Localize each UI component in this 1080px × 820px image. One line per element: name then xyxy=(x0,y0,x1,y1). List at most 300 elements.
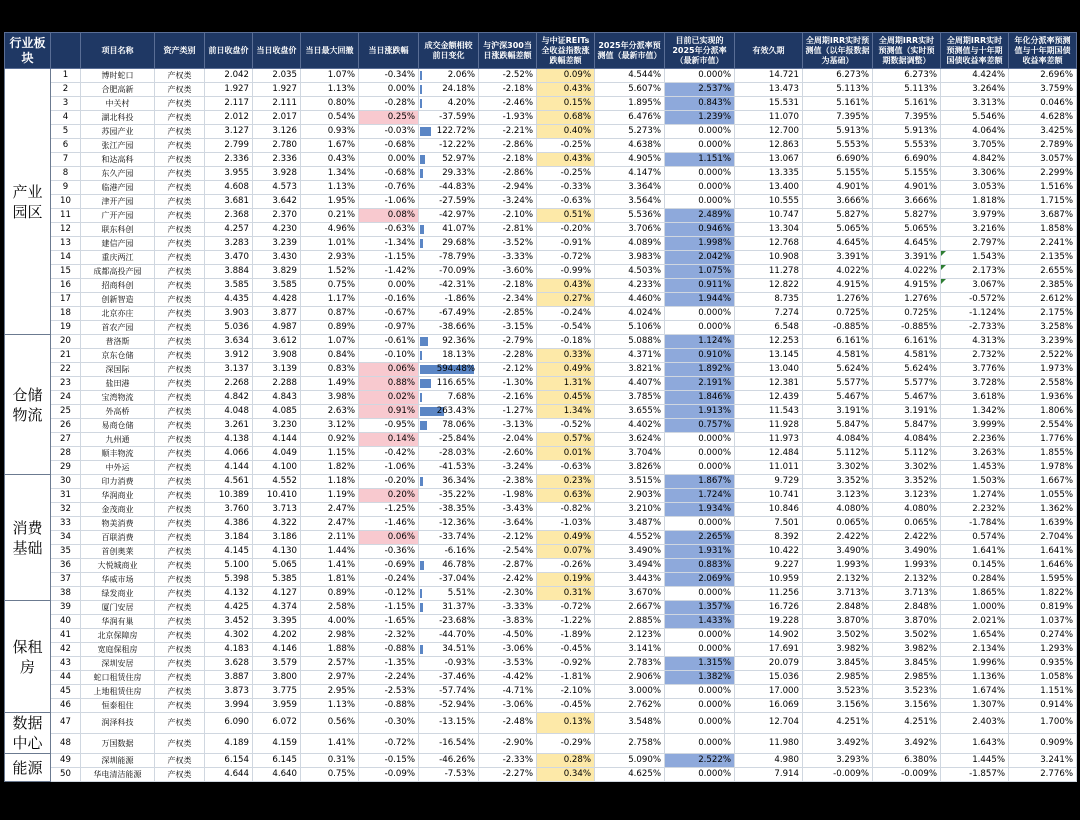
turnover-value: -37.46% xyxy=(439,672,475,682)
cell-irr-spread: 3.264% xyxy=(941,83,1009,97)
cell-dist-forecast: 4.503% xyxy=(595,265,665,279)
cell-name: 东久产园 xyxy=(81,167,155,181)
cell-irr-annual: 6.690% xyxy=(803,153,873,167)
cell-dist-spread: 3.759% xyxy=(1009,83,1077,97)
cell-name: 恒泰租住 xyxy=(81,699,155,713)
cell-dist-forecast: 3.494% xyxy=(595,559,665,573)
cell-change: 0.00% xyxy=(359,83,419,97)
cell-dist-spread: 2.655% xyxy=(1009,265,1077,279)
cell-asset-type: 产权类 xyxy=(155,405,205,419)
cell-vs-hs300: -3.06% xyxy=(479,699,537,713)
cell-dist-realized: 1.998% xyxy=(665,237,735,251)
cell-change: 0.02% xyxy=(359,391,419,405)
cell-dist-forecast: 3.706% xyxy=(595,223,665,237)
cell-max-drawdown: 0.80% xyxy=(301,97,359,111)
cell-vs-reits-index: 0.07% xyxy=(537,545,595,559)
cell-irr-realtime: 3.870% xyxy=(873,615,941,629)
cell-dist-realized: 0.000% xyxy=(665,69,735,83)
cell-index: 3 xyxy=(51,97,81,111)
cell-asset-type: 产权类 xyxy=(155,223,205,237)
cell-change: -0.24% xyxy=(359,573,419,587)
cell-vs-reits-index: -0.45% xyxy=(537,643,595,657)
cell-index: 39 xyxy=(51,601,81,615)
cell-dist-forecast: 3.821% xyxy=(595,363,665,377)
table-row xyxy=(5,699,1077,713)
cell-vs-hs300: -2.12% xyxy=(479,363,537,377)
cell-index: 49 xyxy=(51,754,81,768)
cell-name: 首农产园 xyxy=(81,321,155,335)
cell-dist-spread: 1.936% xyxy=(1009,391,1077,405)
turnover-value: 78.06% xyxy=(442,420,475,430)
cell-change: 0.91% xyxy=(359,405,419,419)
cell-index: 12 xyxy=(51,223,81,237)
turnover-value: 29.33% xyxy=(442,168,475,178)
cell-turnover-change xyxy=(419,601,479,615)
cell-duration: 13.304 xyxy=(735,223,803,237)
turnover-value: -6.16% xyxy=(444,546,475,556)
cell-asset-type: 产权类 xyxy=(155,111,205,125)
cell-irr-realtime: 4.901% xyxy=(873,181,941,195)
cell-dist-forecast: 4.460% xyxy=(595,293,665,307)
table-row xyxy=(5,754,1077,768)
cell-dist-spread: 1.700% xyxy=(1009,713,1077,734)
cell-prev-close: 3.261 xyxy=(205,419,253,433)
cell-close: 1.927 xyxy=(253,83,301,97)
cell-turnover-change xyxy=(419,461,479,475)
turnover-value: 122.72% xyxy=(436,126,475,136)
cell-change: -1.06% xyxy=(359,195,419,209)
cell-change: -0.68% xyxy=(359,139,419,153)
table-row xyxy=(5,167,1077,181)
cell-close: 4.322 xyxy=(253,517,301,531)
cell-duration: 11.980 xyxy=(735,733,803,754)
cell-irr-realtime: 4.915% xyxy=(873,279,941,293)
cell-change: 0.06% xyxy=(359,363,419,377)
cell-dist-realized: 0.000% xyxy=(665,587,735,601)
cell-change: -0.34% xyxy=(359,69,419,83)
cell-dist-forecast: 3.785% xyxy=(595,391,665,405)
cell-irr-spread: 1.274% xyxy=(941,489,1009,503)
cell-irr-realtime: 3.391% xyxy=(873,251,941,265)
cell-irr-annual: 4.251% xyxy=(803,713,873,734)
cell-dist-spread: 3.687% xyxy=(1009,209,1077,223)
cell-vs-hs300: -2.52% xyxy=(479,69,537,83)
cell-turnover-change xyxy=(419,111,479,125)
cell-name: 顺丰物流 xyxy=(81,447,155,461)
cell-asset-type: 产权类 xyxy=(155,279,205,293)
cell-change: 0.25% xyxy=(359,111,419,125)
turnover-value: -37.59% xyxy=(439,112,475,122)
cell-irr-realtime: 1.993% xyxy=(873,559,941,573)
cell-vs-hs300: -2.18% xyxy=(479,83,537,97)
cell-irr-annual: 4.581% xyxy=(803,349,873,363)
turnover-value: -70.09% xyxy=(439,266,475,276)
cell-prev-close: 4.132 xyxy=(205,587,253,601)
cell-close: 3.928 xyxy=(253,167,301,181)
cell-asset-type: 产权类 xyxy=(155,489,205,503)
cell-asset-type: 产权类 xyxy=(155,559,205,573)
table-row xyxy=(5,503,1077,517)
cell-close: 4.100 xyxy=(253,461,301,475)
cell-prev-close: 3.283 xyxy=(205,237,253,251)
table-row xyxy=(5,279,1077,293)
cell-dist-forecast: 5.607% xyxy=(595,83,665,97)
cell-dist-realized: 2.522% xyxy=(665,754,735,768)
cell-irr-spread: 0.145% xyxy=(941,559,1009,573)
cell-name: 创新智造 xyxy=(81,293,155,307)
cell-vs-reits-index: 0.43% xyxy=(537,279,595,293)
cell-index: 14 xyxy=(51,251,81,265)
cell-irr-annual: 3.523% xyxy=(803,685,873,699)
cell-close: 3.642 xyxy=(253,195,301,209)
table-row xyxy=(5,391,1077,405)
cell-dist-realized: 2.537% xyxy=(665,83,735,97)
cell-asset-type: 产权类 xyxy=(155,139,205,153)
turnover-bar xyxy=(420,589,422,598)
cell-irr-spread: 1.342% xyxy=(941,405,1009,419)
cell-irr-annual: 5.161% xyxy=(803,97,873,111)
turnover-value: -46.26% xyxy=(439,755,475,765)
cell-asset-type: 产权类 xyxy=(155,251,205,265)
cell-name: 临港产园 xyxy=(81,181,155,195)
cell-prev-close: 3.903 xyxy=(205,307,253,321)
cell-vs-reits-index: 0.19% xyxy=(537,573,595,587)
cell-turnover-change xyxy=(419,335,479,349)
cell-dist-forecast: 3.655% xyxy=(595,405,665,419)
cell-max-drawdown: 1.67% xyxy=(301,139,359,153)
cell-name: 华润商业 xyxy=(81,489,155,503)
cell-index: 8 xyxy=(51,167,81,181)
cell-duration: 8.392 xyxy=(735,531,803,545)
cell-vs-reits-index: -0.18% xyxy=(537,335,595,349)
cell-dist-spread: 1.806% xyxy=(1009,405,1077,419)
cell-prev-close: 4.138 xyxy=(205,433,253,447)
turnover-value: -28.03% xyxy=(439,448,475,458)
cell-irr-realtime: 6.380% xyxy=(873,754,941,768)
cell-irr-spread: 5.546% xyxy=(941,111,1009,125)
cell-irr-annual: 3.490% xyxy=(803,545,873,559)
table-row xyxy=(5,251,1077,265)
cell-close: 3.585 xyxy=(253,279,301,293)
cell-change: 0.88% xyxy=(359,377,419,391)
cell-index: 20 xyxy=(51,335,81,349)
cell-asset-type: 产权类 xyxy=(155,573,205,587)
cell-close: 6.072 xyxy=(253,713,301,734)
header-prev-close: 前日收盘价 xyxy=(205,33,253,69)
cell-irr-annual: 3.982% xyxy=(803,643,873,657)
cell-vs-hs300: -2.54% xyxy=(479,545,537,559)
cell-dist-realized: 1.075% xyxy=(665,265,735,279)
cell-vs-reits-index: -0.45% xyxy=(537,699,595,713)
cell-dist-spread: 1.646% xyxy=(1009,559,1077,573)
cell-index: 11 xyxy=(51,209,81,223)
cell-vs-hs300: -1.93% xyxy=(479,111,537,125)
cell-prev-close: 3.681 xyxy=(205,195,253,209)
cell-irr-spread: -2.733% xyxy=(941,321,1009,335)
cell-vs-hs300: -3.13% xyxy=(479,419,537,433)
cell-duration: 11.070 xyxy=(735,111,803,125)
cell-irr-annual: 5.553% xyxy=(803,139,873,153)
cell-dist-realized: 1.315% xyxy=(665,657,735,671)
cell-max-drawdown: 1.19% xyxy=(301,489,359,503)
turnover-value: 29.68% xyxy=(442,238,475,248)
cell-close: 3.230 xyxy=(253,419,301,433)
cell-dist-realized: 0.000% xyxy=(665,517,735,531)
cell-vs-hs300: -4.71% xyxy=(479,685,537,699)
cell-asset-type: 产权类 xyxy=(155,685,205,699)
cell-asset-type: 产权类 xyxy=(155,671,205,685)
header-row xyxy=(5,33,1077,69)
turnover-value: -27.59% xyxy=(439,196,475,206)
cell-turnover-change xyxy=(419,321,479,335)
cell-index: 2 xyxy=(51,83,81,97)
cell-dist-realized: 0.000% xyxy=(665,433,735,447)
cell-asset-type: 产权类 xyxy=(155,97,205,111)
cell-duration: 13.400 xyxy=(735,181,803,195)
cell-dist-spread: 0.935% xyxy=(1009,657,1077,671)
cell-change: -0.95% xyxy=(359,419,419,433)
cell-max-drawdown: 2.95% xyxy=(301,685,359,699)
turnover-value: -67.49% xyxy=(439,308,475,318)
cell-index: 24 xyxy=(51,391,81,405)
cell-dist-realized: 2.191% xyxy=(665,377,735,391)
cell-max-drawdown: 1.13% xyxy=(301,181,359,195)
cell-change: -0.36% xyxy=(359,545,419,559)
turnover-value: 36.34% xyxy=(442,476,475,486)
cell-asset-type: 产权类 xyxy=(155,768,205,782)
cell-dist-spread: 3.241% xyxy=(1009,754,1077,768)
cell-vs-hs300: -2.87% xyxy=(479,559,537,573)
cell-irr-realtime: 2.848% xyxy=(873,601,941,615)
cell-turnover-change xyxy=(419,643,479,657)
cell-max-drawdown: 1.49% xyxy=(301,377,359,391)
cell-irr-annual: 2.848% xyxy=(803,601,873,615)
cell-asset-type: 产权类 xyxy=(155,433,205,447)
cell-irr-realtime: 5.065% xyxy=(873,223,941,237)
cell-dist-realized: 0.911% xyxy=(665,279,735,293)
cell-irr-realtime: 5.113% xyxy=(873,83,941,97)
cell-turnover-change xyxy=(419,251,479,265)
cell-change: -0.68% xyxy=(359,167,419,181)
cell-dist-realized: 0.000% xyxy=(665,125,735,139)
cell-turnover-change xyxy=(419,83,479,97)
cell-name: 深圳能源 xyxy=(81,754,155,768)
cell-name: 九州通 xyxy=(81,433,155,447)
cell-close: 2.780 xyxy=(253,139,301,153)
turnover-value: -78.79% xyxy=(439,252,475,262)
cell-name: 华润有巢 xyxy=(81,615,155,629)
cell-turnover-change xyxy=(419,475,479,489)
cell-duration: 6.548 xyxy=(735,321,803,335)
cell-vs-reits-index: -0.72% xyxy=(537,251,595,265)
cell-close: 4.428 xyxy=(253,293,301,307)
cell-max-drawdown: 1.34% xyxy=(301,167,359,181)
cell-close: 3.430 xyxy=(253,251,301,265)
sector-label: 能源 xyxy=(5,754,51,782)
cell-dist-realized: 1.931% xyxy=(665,545,735,559)
turnover-value: -12.22% xyxy=(439,140,475,150)
table-row xyxy=(5,733,1077,754)
cell-irr-realtime: 5.577% xyxy=(873,377,941,391)
cell-dist-forecast: 2.762% xyxy=(595,699,665,713)
cell-dist-forecast: 4.625% xyxy=(595,768,665,782)
cell-dist-forecast: 3.826% xyxy=(595,461,665,475)
cell-dist-forecast: 2.885% xyxy=(595,615,665,629)
cell-dist-forecast: 4.552% xyxy=(595,531,665,545)
cell-duration: 12.381 xyxy=(735,377,803,391)
cell-vs-hs300: -2.21% xyxy=(479,125,537,139)
cell-dist-forecast: 5.088% xyxy=(595,335,665,349)
cell-dist-forecast: 5.273% xyxy=(595,125,665,139)
cell-dist-forecast: 2.123% xyxy=(595,629,665,643)
cell-vs-reits-index: -0.25% xyxy=(537,139,595,153)
cell-name: 和达高科 xyxy=(81,153,155,167)
cell-turnover-change xyxy=(419,531,479,545)
cell-name: 外高桥 xyxy=(81,405,155,419)
cell-duration: 16.069 xyxy=(735,699,803,713)
cell-dist-forecast: 4.407% xyxy=(595,377,665,391)
cell-turnover-change xyxy=(419,237,479,251)
header-dist-spread: 年化分派率预测值与十年期国债收益率差额 xyxy=(1009,33,1077,69)
cell-duration: 11.011 xyxy=(735,461,803,475)
cell-irr-spread: 2.732% xyxy=(941,349,1009,363)
cell-asset-type: 产权类 xyxy=(155,475,205,489)
cell-prev-close: 5.036 xyxy=(205,321,253,335)
cell-change: 0.00% xyxy=(359,153,419,167)
cell-dist-forecast: 3.210% xyxy=(595,503,665,517)
cell-change: -1.06% xyxy=(359,461,419,475)
cell-max-drawdown: 1.41% xyxy=(301,559,359,573)
cell-prev-close: 4.145 xyxy=(205,545,253,559)
cell-duration: 17.000 xyxy=(735,685,803,699)
cell-index: 37 xyxy=(51,573,81,587)
cell-irr-spread: 3.979% xyxy=(941,209,1009,223)
cell-irr-spread: 3.067% xyxy=(941,279,1009,293)
cell-index: 25 xyxy=(51,405,81,419)
turnover-value: -0.93% xyxy=(444,658,475,668)
cell-irr-spread: 1.503% xyxy=(941,475,1009,489)
cell-prev-close: 4.386 xyxy=(205,517,253,531)
turnover-bar xyxy=(420,379,431,388)
cell-vs-reits-index: 1.31% xyxy=(537,377,595,391)
cell-dist-realized: 1.151% xyxy=(665,153,735,167)
cell-index: 31 xyxy=(51,489,81,503)
cell-turnover-change xyxy=(419,447,479,461)
cell-name: 华威市场 xyxy=(81,573,155,587)
cell-dist-spread: 3.425% xyxy=(1009,125,1077,139)
cell-turnover-change xyxy=(419,69,479,83)
table-row xyxy=(5,657,1077,671)
cell-dist-forecast: 2.667% xyxy=(595,601,665,615)
cell-prev-close: 6.090 xyxy=(205,713,253,734)
cell-duration: 7.914 xyxy=(735,768,803,782)
cell-asset-type: 产权类 xyxy=(155,363,205,377)
sector-label: 消费 基础 xyxy=(5,475,51,601)
cell-vs-reits-index: 0.43% xyxy=(537,153,595,167)
cell-dist-realized: 1.867% xyxy=(665,475,735,489)
cell-irr-spread: 1.000% xyxy=(941,601,1009,615)
cell-name: 张江产园 xyxy=(81,139,155,153)
cell-irr-realtime: 3.845% xyxy=(873,657,941,671)
turnover-value: -23.68% xyxy=(439,616,475,626)
cell-dist-realized: 0.843% xyxy=(665,97,735,111)
cell-duration: 10.908 xyxy=(735,251,803,265)
cell-dist-forecast: 3.141% xyxy=(595,643,665,657)
cell-turnover-change xyxy=(419,223,479,237)
cell-max-drawdown: 2.93% xyxy=(301,251,359,265)
cell-irr-spread: 1.136% xyxy=(941,671,1009,685)
cell-dist-realized: 0.000% xyxy=(665,181,735,195)
cell-close: 2.017 xyxy=(253,111,301,125)
cell-vs-reits-index: 0.27% xyxy=(537,293,595,307)
cell-vs-reits-index: -1.89% xyxy=(537,629,595,643)
cell-vs-hs300: -2.60% xyxy=(479,447,537,461)
cell-name: 首创奥莱 xyxy=(81,545,155,559)
turnover-value: -12.36% xyxy=(439,518,475,528)
cell-vs-reits-index: 0.51% xyxy=(537,209,595,223)
reits-table xyxy=(4,32,1077,782)
cell-dist-realized: 1.892% xyxy=(665,363,735,377)
cell-dist-forecast: 2.783% xyxy=(595,657,665,671)
cell-dist-spread: 2.612% xyxy=(1009,293,1077,307)
cell-vs-reits-index: -0.52% xyxy=(537,419,595,433)
turnover-value: -44.83% xyxy=(439,182,475,192)
cell-index: 32 xyxy=(51,503,81,517)
cell-change: -0.10% xyxy=(359,349,419,363)
cell-asset-type: 产权类 xyxy=(155,349,205,363)
cell-irr-realtime: 4.022% xyxy=(873,265,941,279)
cell-dist-realized: 0.000% xyxy=(665,321,735,335)
cell-index: 44 xyxy=(51,671,81,685)
cell-turnover-change xyxy=(419,573,479,587)
turnover-value: 52.97% xyxy=(442,154,475,164)
cell-irr-spread: -1.784% xyxy=(941,517,1009,531)
cell-close: 4.374 xyxy=(253,601,301,615)
table-row xyxy=(5,377,1077,391)
cell-vs-reits-index: -0.25% xyxy=(537,167,595,181)
cell-irr-annual: 5.624% xyxy=(803,363,873,377)
cell-vs-hs300: -3.43% xyxy=(479,503,537,517)
cell-dist-realized: 2.069% xyxy=(665,573,735,587)
cell-max-drawdown: 2.63% xyxy=(301,405,359,419)
cell-dist-spread: 2.776% xyxy=(1009,768,1077,782)
cell-change: -0.28% xyxy=(359,97,419,111)
cell-turnover-change xyxy=(419,433,479,447)
cell-dist-spread: 1.151% xyxy=(1009,685,1077,699)
cell-irr-realtime: 2.132% xyxy=(873,573,941,587)
cell-turnover-change xyxy=(419,671,479,685)
cell-asset-type: 产权类 xyxy=(155,153,205,167)
cell-name: 润泽科技 xyxy=(81,713,155,734)
cell-dist-spread: 3.239% xyxy=(1009,335,1077,349)
cell-irr-spread: -1.124% xyxy=(941,307,1009,321)
cell-max-drawdown: 0.84% xyxy=(301,349,359,363)
cell-irr-realtime: 0.065% xyxy=(873,517,941,531)
cell-max-drawdown: 1.95% xyxy=(301,195,359,209)
cell-close: 4.159 xyxy=(253,733,301,754)
cell-max-drawdown: 1.13% xyxy=(301,699,359,713)
cell-turnover-change xyxy=(419,489,479,503)
cell-index: 22 xyxy=(51,363,81,377)
cell-turnover-change xyxy=(419,685,479,699)
cell-max-drawdown: 1.18% xyxy=(301,475,359,489)
cell-close: 3.239 xyxy=(253,237,301,251)
cell-dist-forecast: 5.536% xyxy=(595,209,665,223)
header-index xyxy=(51,33,81,69)
cell-duration: 16.726 xyxy=(735,601,803,615)
cell-vs-reits-index: 0.40% xyxy=(537,125,595,139)
cell-vs-reits-index: 0.15% xyxy=(537,97,595,111)
